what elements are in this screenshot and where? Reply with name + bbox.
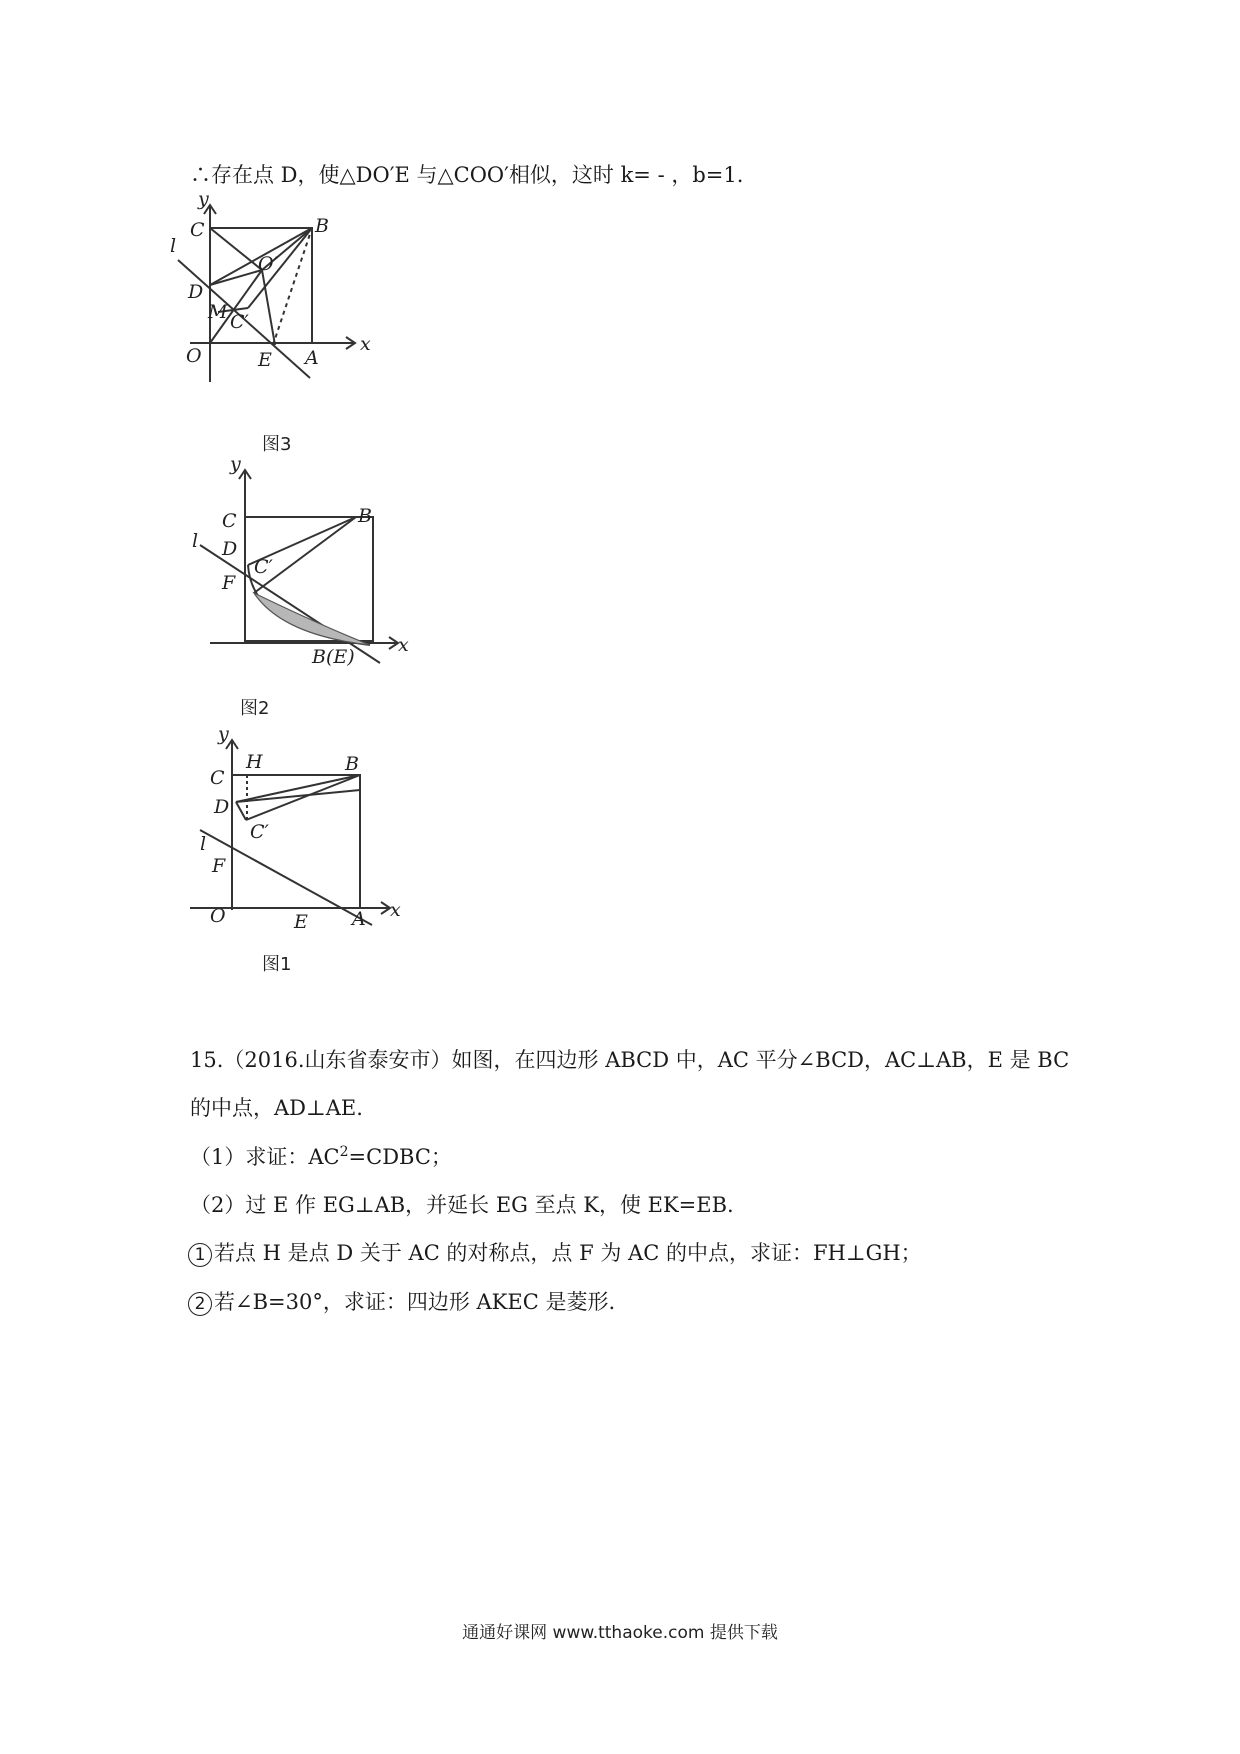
problem-part-1 <box>190 1142 452 1172</box>
fig2-label-f: F <box>222 572 236 594</box>
fig2-label-d: D <box>222 538 238 560</box>
fig3-label-x: x <box>360 333 371 355</box>
fig1-label-b: B <box>345 753 359 775</box>
fig2-label-c: C <box>222 510 237 532</box>
part1-pre: （1）求证：AC <box>190 1145 340 1169</box>
fig1-label-x: x <box>390 899 401 921</box>
fig2-label-b: B <box>358 505 372 527</box>
figure-1-diagram <box>170 723 410 933</box>
part1-sup: 2 <box>339 1144 349 1160</box>
page-footer: 通通好课网 www.tthaoke.com 提供下载 <box>462 1623 778 1643</box>
fig3-label-m: M <box>208 301 228 323</box>
circled-number-1: 1 <box>188 1243 212 1267</box>
figure-2-caption: 图2 <box>240 698 270 719</box>
fig3-label-c-prime: C′ <box>230 311 249 333</box>
fig1-label-o: O <box>210 905 226 927</box>
figure-2-diagram <box>170 453 410 675</box>
fig1-label-c-prime: C′ <box>250 821 269 843</box>
figure-1 <box>170 723 410 933</box>
fig1-label-e: E <box>294 911 308 933</box>
fig1-label-c: C <box>210 767 225 789</box>
fig2-label-y: y <box>230 453 241 475</box>
fig1-label-y: y <box>218 723 229 745</box>
problem-line-2: 的中点，AD⊥AE. <box>190 1096 363 1120</box>
fig3-label-o-prime: O′ <box>258 253 278 275</box>
circled-number-2: 2 <box>188 1292 212 1316</box>
figure-1-caption: 图1 <box>262 954 292 975</box>
fig1-label-h: H <box>246 751 263 773</box>
fig1-label-d: D <box>214 796 230 818</box>
item1-text: 若点 H 是点 D 关于 AC 的对称点，点 F 为 AC 的中点，求证：FH⊥GH； <box>214 1241 922 1265</box>
fig3-label-d: D <box>188 281 204 303</box>
fig1-label-f: F <box>212 855 226 877</box>
fig2-label-c-prime: C′ <box>254 556 273 578</box>
fig3-label-o: O <box>186 345 202 367</box>
fig3-label-c: C <box>190 219 205 241</box>
fig1-label-l: l <box>200 833 207 855</box>
fig3-label-b: B <box>315 215 329 237</box>
item2-text: 若∠B=30°，求证：四边形 AKEC 是菱形. <box>214 1290 616 1314</box>
part1-post: =CDBC； <box>348 1145 452 1169</box>
figure-3-diagram <box>170 188 410 410</box>
problem-part-2: （2）过 E 作 EG⊥AB，并延长 EG 至点 K，使 EK=EB. <box>190 1193 734 1217</box>
figure-3-caption: 图3 <box>262 434 292 455</box>
fig3-label-a: A <box>305 347 319 369</box>
problem-line-1: 15.（2016.山东省泰安市）如图，在四边形 ABCD 中，AC 平分∠BCD，AC⊥AB，E 是 BC <box>190 1048 1070 1072</box>
fig1-label-a: A <box>352 908 366 930</box>
problem-item-2 <box>188 1287 615 1317</box>
fig3-label-l: l <box>170 235 177 257</box>
fig2-label-x: x <box>398 634 409 656</box>
conclusion-line: ∴存在点 D，使△DO′E 与△COO′相似，这时 k= - ，b=1. <box>190 163 744 187</box>
figure-2 <box>170 453 410 675</box>
problem-item-1 <box>188 1238 922 1268</box>
fig2-label-be: B(E) <box>312 646 355 668</box>
fig2-label-l: l <box>192 530 199 552</box>
fig3-label-y: y <box>198 188 209 210</box>
figure-3 <box>170 188 410 410</box>
fig3-label-e: E <box>258 349 272 371</box>
